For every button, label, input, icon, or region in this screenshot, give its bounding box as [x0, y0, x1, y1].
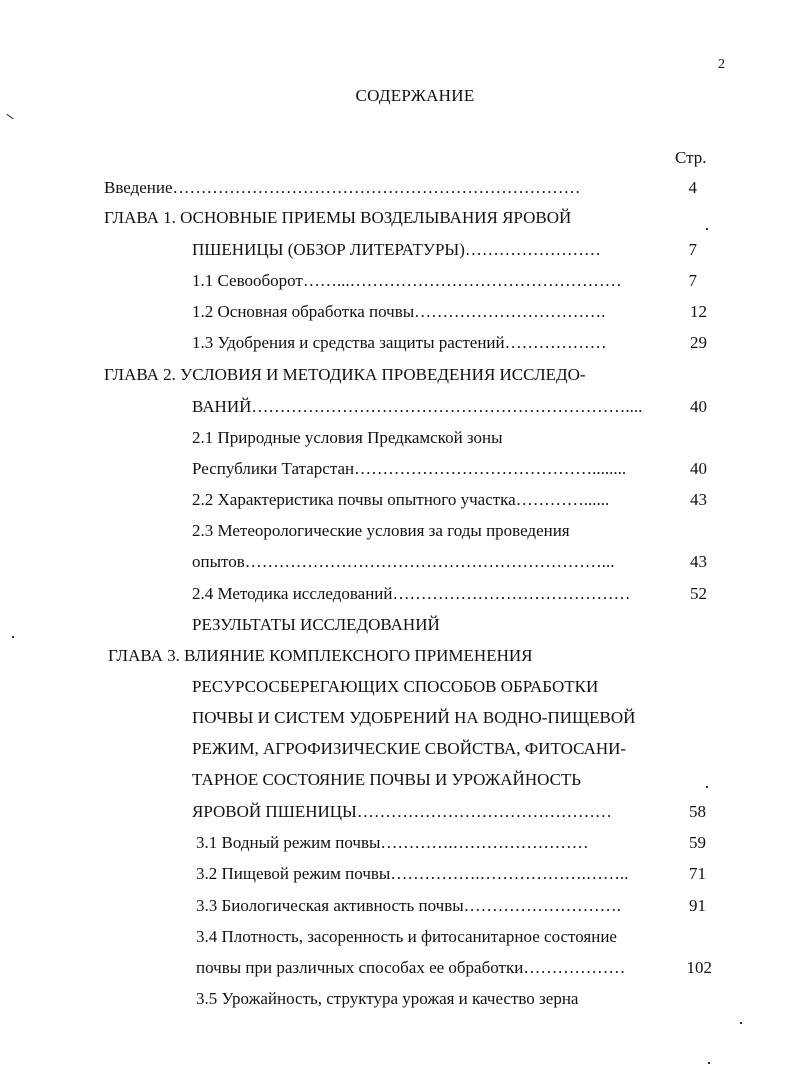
toc-entry-text: ВАНИЙ…………………………………………………………....: [192, 397, 643, 416]
toc-entry-page: 91: [689, 896, 706, 915]
toc-entry-page: 43: [690, 490, 707, 509]
toc-entry-text: 3.1 Водный режим почвы………….……………………: [196, 833, 589, 852]
page-number: 2: [718, 57, 725, 72]
toc-entry-text: ПОЧВЫ И СИСТЕМ УДОБРЕНИЙ НА ВОДНО-ПИЩЕВОЙ: [192, 708, 636, 727]
toc-entry-page: 40: [690, 397, 707, 416]
toc-entry-page: 7: [688, 240, 697, 259]
toc-entry-text: Введение………………………………………………………………: [104, 178, 581, 197]
toc-entry-page: 40: [690, 459, 707, 478]
toc-entry-text: ТАРНОЕ СОСТОЯНИЕ ПОЧВЫ И УРОЖАЙНОСТЬ: [192, 770, 582, 789]
toc-entry-text: ГЛАВА 2. УСЛОВИЯ И МЕТОДИКА ПРОВЕДЕНИЯ ИССЛЕДО-: [104, 365, 586, 384]
toc-entry-text: 3.2 Пищевой режим почвы…………….……………….……..: [196, 864, 629, 883]
toc-entry-text: опытов………………………………………………………...: [192, 552, 615, 571]
scan-speck: [706, 228, 708, 230]
toc-entry-text: РЕЖИМ, АГРОФИЗИЧЕСКИЕ СВОЙСТВА, ФИТОСАНИ-: [192, 739, 627, 758]
page-column-header: Стр.: [675, 148, 707, 167]
scan-speck: [740, 1022, 742, 1024]
toc-entry-text: ГЛАВА 1. ОСНОВНЫЕ ПРИЕМЫ ВОЗДЕЛЫВАНИЯ ЯРОВОЙ: [104, 208, 572, 227]
toc-entry-page: 52: [690, 584, 707, 603]
toc-entry-text: ЯРОВОЙ ПШЕНИЦЫ………………………………………: [192, 802, 612, 821]
scan-speck: [706, 786, 708, 788]
page-title: СОДЕРЖАНИЕ: [355, 86, 475, 105]
toc-entry-page: 29: [690, 333, 707, 352]
toc-entry-page: 102: [686, 958, 712, 977]
scan-speck: [708, 1062, 710, 1064]
scan-speck: [6, 114, 13, 119]
toc-entry-text: 3.4 Плотность, засоренность и фитосанитарное состояние: [196, 927, 617, 946]
toc-entry-page: 43: [690, 552, 707, 571]
toc-entry-text: 3.5 Урожайность, структура урожая и качество зерна: [196, 989, 579, 1008]
toc-entry-text: 2.2 Характеристика почвы опытного участка…………......: [192, 490, 610, 509]
toc-entry-text: Республики Татарстан……………………………………........: [192, 459, 627, 478]
toc-entry-page: 59: [689, 833, 706, 852]
section-heading: РЕЗУЛЬТАТЫ ИССЛЕДОВАНИЙ: [192, 615, 440, 634]
toc-entry-page: 12: [690, 302, 707, 321]
toc-entry-page: 71: [689, 864, 706, 883]
toc-entry-text: ГЛАВА 3. ВЛИЯНИЕ КОМПЛЕКСНОГО ПРИМЕНЕНИЯ: [108, 646, 533, 665]
toc-entry-page: 7: [688, 271, 697, 290]
toc-entry-page: 58: [689, 802, 706, 821]
toc-entry-text: ПШЕНИЦЫ (ОБЗОР ЛИТЕРАТУРЫ)……………………: [192, 240, 601, 259]
scan-speck: [12, 636, 14, 638]
toc-entry-text: 2.1 Природные условия Предкамской зоны: [192, 428, 503, 447]
toc-entry-page: 4: [688, 178, 697, 197]
toc-entry-text: 1.1 Севооборот……...…………………………………………: [192, 271, 622, 290]
toc-entry-text: 3.3 Биологическая активность почвы……………………….: [196, 896, 621, 915]
toc-entry-text: почвы при различных способах ее обработки………………: [196, 958, 626, 977]
toc-entry-text: 2.3 Метеорологические условия за годы проведения: [192, 521, 570, 540]
toc-entry-text: 1.3 Удобрения и средства защиты растений………………: [192, 333, 607, 352]
toc-entry-text: РЕСУРСОСБЕРЕГАЮЩИХ СПОСОБОВ ОБРАБОТКИ: [192, 677, 599, 696]
toc-entry-text: 1.2 Основная обработка почвы…………………………….: [192, 302, 606, 321]
toc-entry-text: 2.4 Методика исследований……………………………………: [192, 584, 631, 603]
